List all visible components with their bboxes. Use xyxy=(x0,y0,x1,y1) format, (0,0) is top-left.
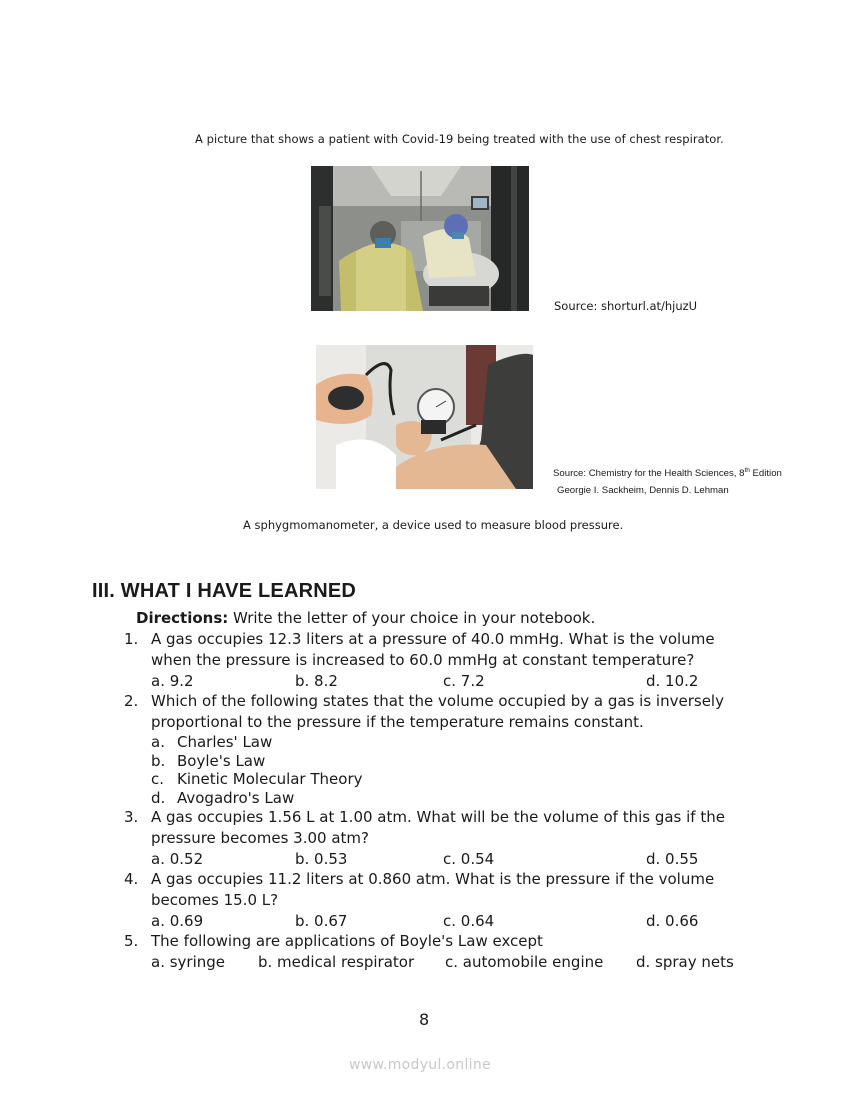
option-d[interactable]: d. 0.55 xyxy=(646,850,699,868)
options-row xyxy=(151,849,784,869)
blood-pressure-photo-icon xyxy=(316,345,533,489)
option-d[interactable]: d. 0.66 xyxy=(646,912,699,930)
question-3 xyxy=(124,807,784,869)
watermark: www.modyul.online xyxy=(349,1057,491,1073)
option-a[interactable]: a. 0.69 xyxy=(151,912,204,930)
covid-patient-photo-icon xyxy=(311,166,529,311)
question-list xyxy=(124,629,784,972)
options-row xyxy=(151,911,784,931)
question-text-line: proportional to the pressure if the temperature remains constant. xyxy=(151,713,644,731)
figure1-source: Source: shorturl.at/hjuzU xyxy=(554,299,698,313)
question-text-line: when the pressure is increased to 60.0 mmHg at constant temperature? xyxy=(151,651,695,669)
option-c[interactable]: c. 7.2 xyxy=(443,672,485,690)
page-number: 8 xyxy=(419,1010,430,1029)
option-b[interactable]: b. Boyle's Law xyxy=(151,751,266,770)
directions xyxy=(136,609,595,627)
option-d[interactable]: d. 10.2 xyxy=(646,672,699,690)
figure2-source-line1: Source: Chemistry for the Health Sciences, 8th Edition xyxy=(553,467,782,479)
question-text-line: A gas occupies 12.3 liters at a pressure of 40.0 mmHg. What is the volume xyxy=(151,630,715,648)
option-b[interactable]: b. 0.67 xyxy=(295,912,348,930)
question-number: 1. xyxy=(124,630,139,648)
question-2 xyxy=(124,691,784,807)
directions-text: Write the letter of your choice in your notebook. xyxy=(228,609,596,627)
directions-label: Directions: xyxy=(136,609,229,627)
option-b[interactable]: b. 0.53 xyxy=(295,850,348,868)
option-c[interactable]: c. 0.64 xyxy=(443,912,495,930)
option-d[interactable]: d. Avogadro's Law xyxy=(151,788,295,807)
question-1 xyxy=(124,629,784,691)
question-number: 3. xyxy=(124,808,139,826)
covid-patient-photo xyxy=(311,166,529,311)
figure2-source xyxy=(553,462,782,499)
option-a[interactable]: a. syringe xyxy=(151,953,226,971)
figure2-caption: A sphygmomanometer, a device used to measure blood pressure. xyxy=(243,518,624,532)
section-heading: III. WHAT I HAVE LEARNED xyxy=(92,580,357,602)
blood-pressure-photo xyxy=(316,345,533,489)
option-a[interactable]: a. Charles' Law xyxy=(151,733,273,751)
question-5 xyxy=(124,931,784,972)
question-text-line: pressure becomes 3.00 atm? xyxy=(151,829,369,847)
option-a[interactable]: a. 0.52 xyxy=(151,850,204,868)
question-text-line: Which of the following states that the volume occupied by a gas is inversely xyxy=(151,692,724,710)
figure2-source-line2: Georgie I. Sackheim, Dennis D. Lehman xyxy=(557,485,729,496)
options-row xyxy=(151,952,784,972)
option-c[interactable]: c. 0.54 xyxy=(443,850,495,868)
question-number: 5. xyxy=(124,932,139,950)
figure1-caption: A picture that shows a patient with Covid-19 being treated with the use of chest respirator. xyxy=(195,132,724,146)
option-a[interactable]: a. 9.2 xyxy=(151,672,194,690)
option-b[interactable]: b. 8.2 xyxy=(295,672,338,690)
question-number: 4. xyxy=(124,870,139,888)
question-text-line: A gas occupies 1.56 L at 1.00 atm. What will be the volume of this gas if the xyxy=(151,808,725,826)
question-text-line: The following are applications of Boyle's Law except xyxy=(151,932,543,950)
question-text-line: becomes 15.0 L? xyxy=(151,891,279,909)
question-text-line: A gas occupies 11.2 liters at 0.860 atm. What is the pressure if the volume xyxy=(151,870,715,888)
option-b[interactable]: b. medical respirator xyxy=(258,953,415,971)
question-number: 2. xyxy=(124,692,139,710)
options-row xyxy=(151,671,784,691)
question-4 xyxy=(124,869,784,931)
options-list xyxy=(151,733,784,807)
option-c[interactable]: c. Kinetic Molecular Theory xyxy=(151,770,363,788)
option-c[interactable]: c. automobile engine xyxy=(445,953,604,971)
option-d[interactable]: d. spray nets xyxy=(636,953,734,971)
